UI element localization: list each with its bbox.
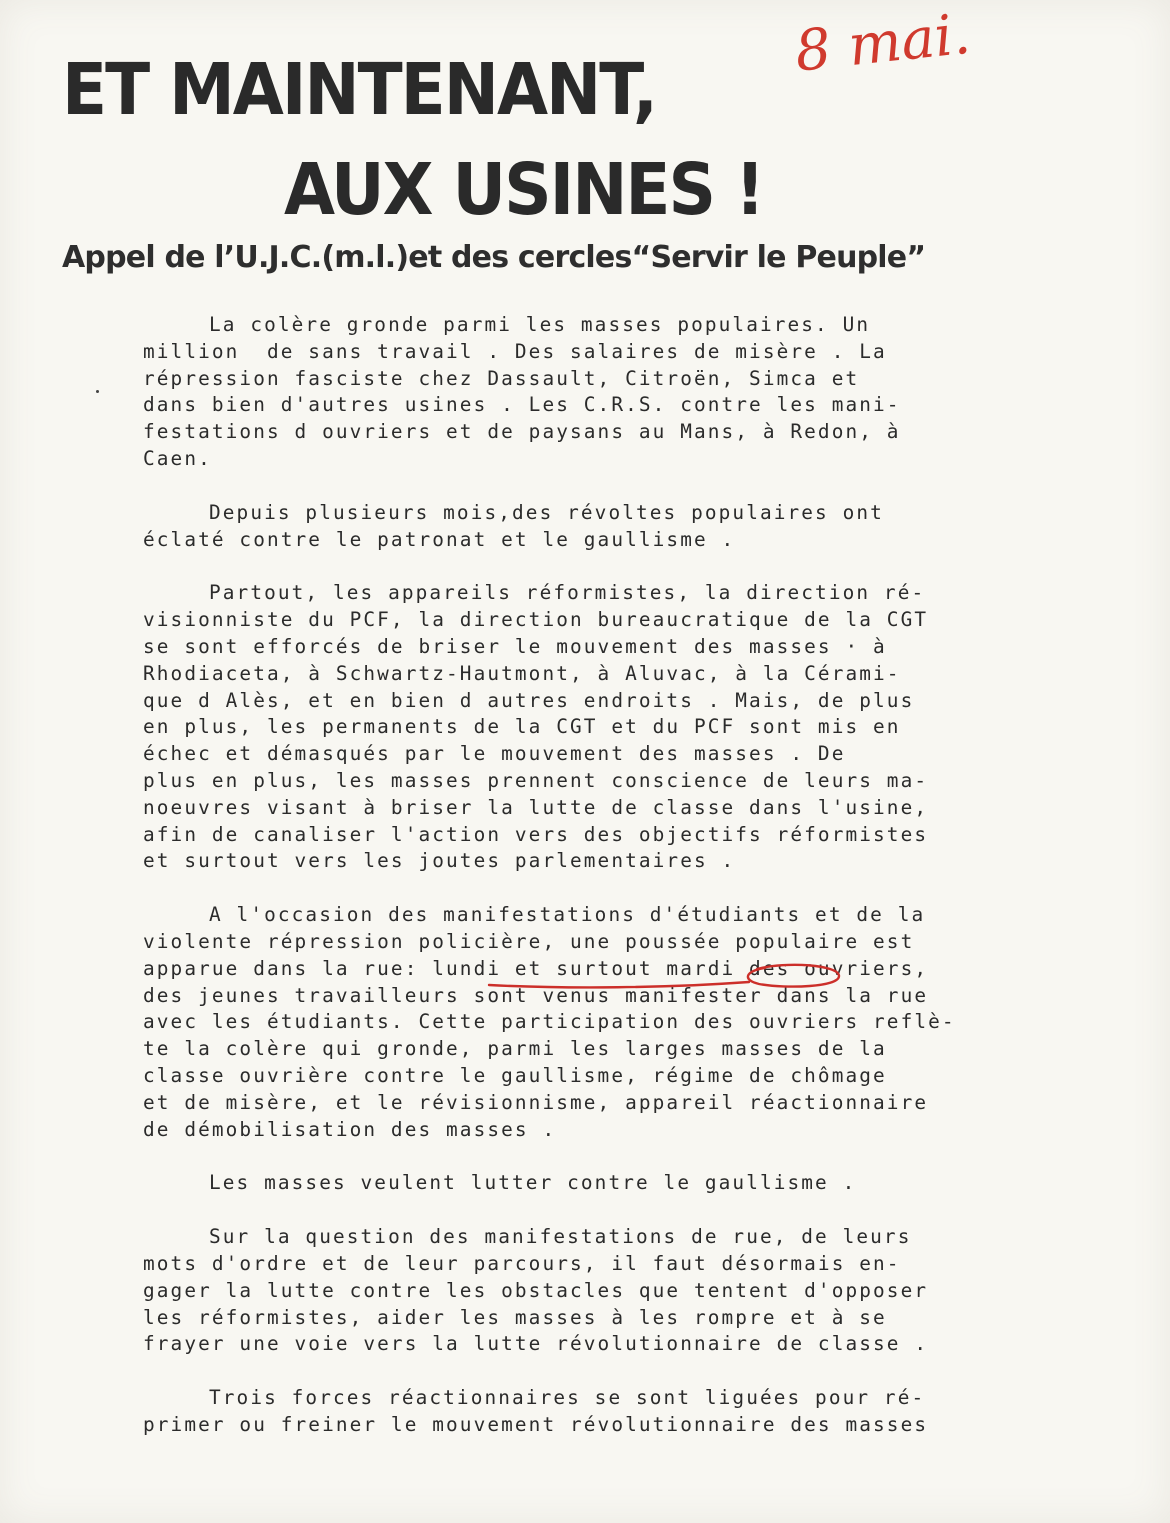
text-line: échec et démasqués par le mouvement des masses . De: [143, 742, 846, 766]
text-line: des jeunes travailleurs sont venus manifester dans la rue: [143, 983, 929, 1007]
text-line: les réformistes, aider les masses à les rompre et à se: [143, 1305, 887, 1329]
ink-speck: [96, 390, 99, 393]
text-line: avec les étudiants. Cette participation des ouvriers reflè-: [143, 1010, 956, 1034]
text-line: dans bien d'autres usines . Les C.R.S. contre les mani-: [143, 393, 901, 417]
text-line: primer ou freiner le mouvement révolutionnaire des masses: [143, 1412, 929, 1436]
body-text: [143, 312, 1103, 1466]
text-line: que d Alès, et en bien d autres endroits . Mais, de plus: [143, 688, 915, 712]
text-line: Depuis plusieurs mois,des révoltes populaires ont: [209, 500, 884, 524]
text-line: Trois forces réactionnaires se sont liguées pour ré-: [209, 1386, 926, 1410]
paragraph-5: [143, 1170, 1103, 1197]
paragraph-6: [143, 1224, 1103, 1358]
text-line: A l'occasion des manifestations d'étudiants et de la: [209, 903, 926, 927]
text-line: plus en plus, les masses prennent conscience de leurs ma-: [143, 768, 929, 792]
text-line: Sur la question des manifestations de rue, de leurs: [209, 1225, 912, 1249]
text-line: Partout, les appareils réformistes, la direction ré-: [209, 581, 926, 605]
title-line-1: ET MAINTENANT,: [62, 48, 656, 132]
text-line-annotated: apparue dans la rue: lundi et surtout mardi des ouvriers,: [143, 956, 929, 980]
paragraph-2: [143, 500, 1103, 554]
text-line: Rhodiaceta, à Schwartz-Hautmont, à Aluvac, à la Cérami-: [143, 661, 901, 685]
text-line: et de misère, et le révisionnisme, appareil réactionnaire: [143, 1090, 929, 1114]
text-line: en plus, les permanents de la CGT et du PCF sont mis en: [143, 715, 901, 739]
handwritten-date-note: 8 mai.: [792, 1, 974, 85]
text-line: frayer une voie vers la lutte révolutionnaire de classe .: [143, 1332, 929, 1356]
text-line: et surtout vers les joutes parlementaires .: [143, 849, 736, 873]
text-line: Caen.: [143, 446, 212, 470]
text-line: La colère gronde parmi les masses populaires. Un: [209, 313, 871, 336]
text-line: million de sans travail . Des salaires de misère . La: [143, 339, 887, 363]
text-line: noeuvres visant à briser la lutte de classe dans l'usine,: [143, 795, 929, 819]
text-line: Les masses veulent lutter contre le gaullisme .: [209, 1171, 857, 1195]
title-line-2: AUX USINES !: [284, 148, 764, 232]
subtitle: Appel de l’U.J.C.(m.l.)et des cercles“Servir le Peuple”: [62, 240, 926, 275]
text-line: de démobilisation des masses .: [143, 1117, 557, 1141]
text-line: éclaté contre le patronat et le gaullisme .: [143, 527, 736, 551]
text-line: classe ouvrière contre le gaullisme, régime de chômage: [143, 1063, 887, 1087]
text-line: violente répression policière, une poussée populaire est: [143, 929, 915, 953]
paragraph-1: [143, 312, 1103, 473]
text-line: te la colère qui gronde, parmi les larges masses de la: [143, 1037, 887, 1061]
text-line: se sont efforcés de briser le mouvement des masses · à: [143, 634, 887, 658]
text-line: mots d'ordre et de leur parcours, il faut désormais en-: [143, 1251, 901, 1275]
paragraph-7: [143, 1385, 1103, 1439]
text-line: répression fasciste chez Dassault, Citroën, Simca et: [143, 366, 860, 390]
text-line: visionniste du PCF, la direction bureaucratique de la CGT: [143, 608, 929, 632]
text-line: afin de canaliser l'action vers des objectifs réformistes: [143, 822, 929, 846]
paragraph-3: [143, 580, 1103, 875]
paragraph-4: [143, 902, 1103, 1143]
text-line: gager la lutte contre les obstacles que tentent d'opposer: [143, 1278, 929, 1302]
text-line: festations d ouvriers et de paysans au Mans, à Redon, à: [143, 420, 901, 444]
